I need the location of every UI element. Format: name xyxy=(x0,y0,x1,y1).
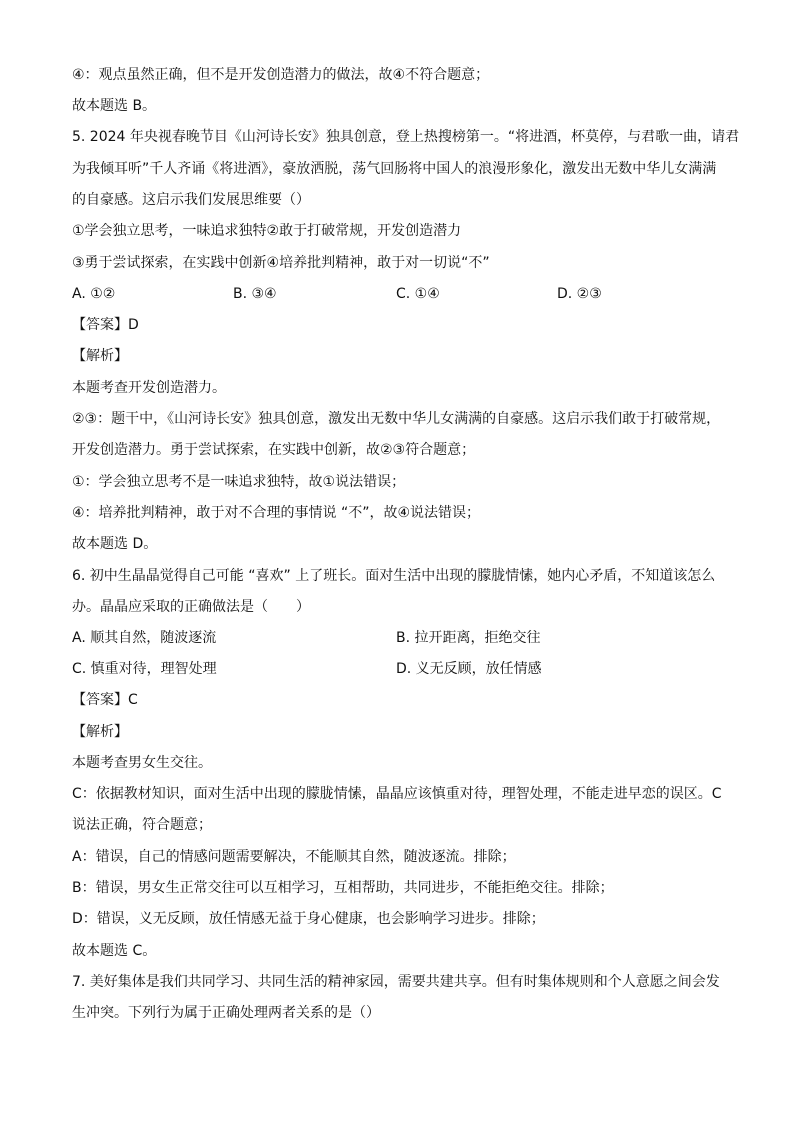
q6-analysis-line: C：依据教材知识，面对生活中出现的朦胧情愫，晶晶应该慎重对待，理智处理，不能走进早恋的误区。C xyxy=(72,786,722,802)
q5-analysis-line: 开发创造潜力。勇于尝试探索，在实践中创新，故②③符合题意； xyxy=(72,442,476,458)
q5-option-c: C. ①④ xyxy=(396,286,440,302)
q6-answer: 【答案】C xyxy=(72,692,138,708)
q6-option-a: A. 顺其自然，随波逐流 xyxy=(72,630,217,646)
q5-analysis-line: ②③：题干中，《山河诗长安》独具创意，激发出无数中华儿女满满的自豪感。这启示我们敢于打破常规， xyxy=(72,411,721,427)
q6-analysis-line: A：错误，自己的情感问题需要解决，不能顺其自然，随波逐流。排除； xyxy=(72,849,516,865)
question-7-stem-line-2: 生冲突。下列行为属于正确处理两者关系的是（） xyxy=(72,1005,380,1021)
q6-analysis-line: D：错误，义无反顾，放任情感无益于身心健康，也会影响学习进步。排除； xyxy=(72,911,545,927)
question-6-stem-line-2: 办。晶晶应采取的正确做法是（ ） xyxy=(72,599,310,615)
q6-analysis-line: 本题考查男女生交往。 xyxy=(72,755,212,771)
question-5-stem-line-3: 的自豪感。这启示我们发展思维要（） xyxy=(72,192,310,208)
q5-conclusion: 故本题选 D。 xyxy=(72,536,158,552)
q6-option-b: B. 拉开距离，拒绝交往 xyxy=(396,630,541,646)
q6-conclusion: 故本题选 C。 xyxy=(72,943,157,959)
question-5-statement-line-1: ①学会独立思考，一味追求独特②敢于打破常规，开发创造潜力 xyxy=(72,223,462,239)
question-6-stem-line-1: 6. 初中生晶晶觉得自己可能 “喜欢” 上了班长。面对生活中出现的朦胧情愫，她内心矛盾，不知道该怎么 xyxy=(72,568,716,584)
question-7-stem-line-1: 7. 美好集体是我们共同学习、共同生活的精神家园，需要共建共享。但有时集体规则和个人意愿之间会发 xyxy=(72,974,720,990)
question-5-statement-line-2: ③勇于尝试探索，在实践中创新④培养批判精神，敢于对一切说“不” xyxy=(72,255,490,271)
answer-conclusion: 故本题选 B。 xyxy=(72,98,157,114)
q5-analysis-line: ①：学会独立思考不是一味追求独特，故①说法错误； xyxy=(72,474,406,490)
q5-analysis-line: 本题考查开发创造潜力。 xyxy=(72,380,226,396)
q5-option-a: A. ①② xyxy=(72,286,116,302)
analysis-line: ④：观点虽然正确，但不是开发创造潜力的做法，故④不符合题意； xyxy=(72,67,490,83)
q6-analysis-line: B：错误，男女生正常交往可以互相学习，互相帮助，共同进步，不能拒绝交往。排除； xyxy=(72,880,614,896)
q5-analysis-heading: 【解析】 xyxy=(72,348,128,364)
question-5-stem-line-1: 5. 2024 年央视春晚节目《山河诗长安》独具创意，登上热搜榜第一。“将进酒，杯莫停，与君歌一曲，请君 xyxy=(72,129,740,145)
q6-analysis-heading: 【解析】 xyxy=(72,724,128,740)
q5-option-b: B. ③④ xyxy=(233,286,277,302)
q5-analysis-line: ④：培养批判精神，敢于对不合理的事情说 “不”，故④说法错误； xyxy=(72,505,481,521)
question-5-stem-line-2: 为我倾耳听”千人齐诵《将进酒》，豪放洒脱，荡气回肠将中国人的浪漫形象化，激发出无数中华儿女满满 xyxy=(72,161,717,177)
q6-option-c: C. 慎重对待，理智处理 xyxy=(72,661,217,677)
q5-option-d: D. ②③ xyxy=(557,286,602,302)
q6-option-d: D. 义无反顾，放任情感 xyxy=(396,661,542,677)
q5-answer: 【答案】D xyxy=(72,317,139,333)
q6-analysis-line: 说法正确，符合题意； xyxy=(72,817,212,833)
